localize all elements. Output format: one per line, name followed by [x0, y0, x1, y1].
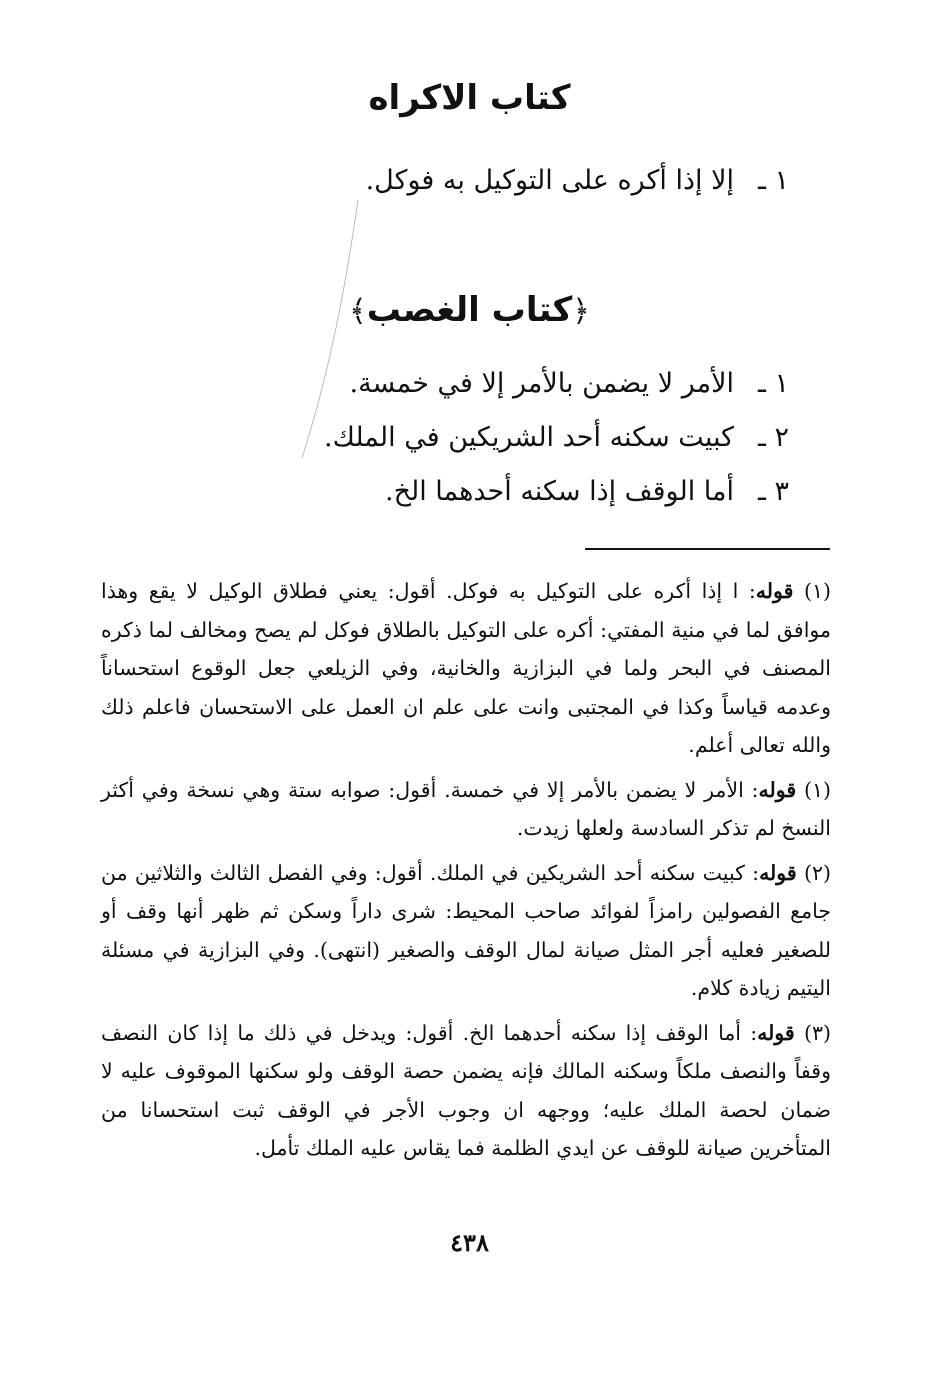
ikrah-item-1: [169, 165, 789, 196]
footnote: [101, 771, 831, 848]
ghasb-item-1: [169, 368, 789, 399]
section-title-text: كتاب الغصب: [366, 290, 573, 330]
item-text: إلا إذا أكره على التوكيل به فوكل.: [365, 165, 734, 196]
footnote: [101, 572, 831, 765]
item-text: أما الوقف إذا سكنه أحدهما الخ.: [384, 476, 734, 507]
footnote-label: قوله: [757, 1020, 795, 1045]
footnote-number: (١): [803, 579, 831, 603]
section-title-ghasb: [0, 290, 939, 330]
item-number: ١ ـ: [757, 368, 789, 399]
ornament-right: ﴿: [572, 294, 590, 329]
footnote-number: (٣): [803, 1020, 831, 1045]
item-text: كبيت سكنه أحد الشريكين في الملك.: [324, 422, 734, 453]
footnote-separator: [585, 548, 830, 550]
item-number: ١ ـ: [757, 165, 789, 196]
item-number: ٣ ـ: [757, 476, 789, 507]
page-fold-mark: [300, 200, 360, 460]
footnote-label: قوله: [755, 579, 794, 603]
footnote-text: : ا إذا أكره على التوكيل به فوكل. أقول: يعني فطلاق الوكيل لا يقع وهذا موافق لما في منية المفتي: أكره على التوكيل بالطلاق فوكل لم يصح ومخالف لما ذكره المصنف في البحر ولما في البزازية والخانية، وفي الزيلعي جعل الوقوع استحساناً وعدمه قياساً وكذا في المجتبى وانت على علم ان العمل على الاستحسان فاعلم ذلك والله تعالى أعلم.: [101, 579, 831, 757]
ghasb-item-2: [169, 422, 789, 453]
footnote: [101, 854, 831, 1008]
footnote: [101, 1014, 831, 1168]
footnote-number: (١): [803, 777, 831, 802]
item-number: ٢ ـ: [757, 422, 789, 453]
footnote-number: (٢): [803, 860, 831, 885]
footnote-label: قوله: [759, 860, 797, 885]
page-number: ٤٣٨: [450, 1228, 489, 1257]
footnote-text: : كبيت سكنه أحد الشريكين في الملك. أقول: وفي الفصل الثالث والثلاثين من جامع الفصولين رامزاً لفوائد صاحب المحيط: شرى داراً وسكن ثم ظهر أنها وقف أو للصغير فعليه أجر المثل صيانة لمال الوقف والصغير (انتهى). وفي البزازية في مسئلة اليتيم زيادة كلام.: [101, 860, 831, 1000]
footnote-text: : أما الوقف إذا سكنه أحدهما الخ. أقول: ويدخل في ذلك ما إذا كان النصف وقفاً والنصف ملكاً وسكنه المالك فإنه يضمن حصة الوقف ولو سكنها الموقوف عليه لا ضمان لحصة الملك عليه؛ ووجهه ان وجوب الأجر في الوقف ثبت استحسانا من المتأخرين صيانة للوقف عن ايدي الظلمة فما يقاس عليه الملك تأمل.: [101, 1020, 831, 1160]
section-title-ikrah: كتاب الاكراه: [368, 78, 571, 118]
footnotes: [101, 572, 831, 1174]
footnote-label: قوله: [758, 777, 797, 802]
ornament-left: ﴾: [349, 294, 367, 329]
item-text: الأمر لا يضمن بالأمر إلا في خمسة.: [349, 368, 734, 399]
footnote-text: : الأمر لا يضمن بالأمر إلا في خمسة. أقول: صوابه ستة وهي نسخة وفي أكثر النسخ لم تذكر السادسة ولعلها زيدت.: [101, 777, 831, 840]
ghasb-item-3: [169, 476, 789, 507]
